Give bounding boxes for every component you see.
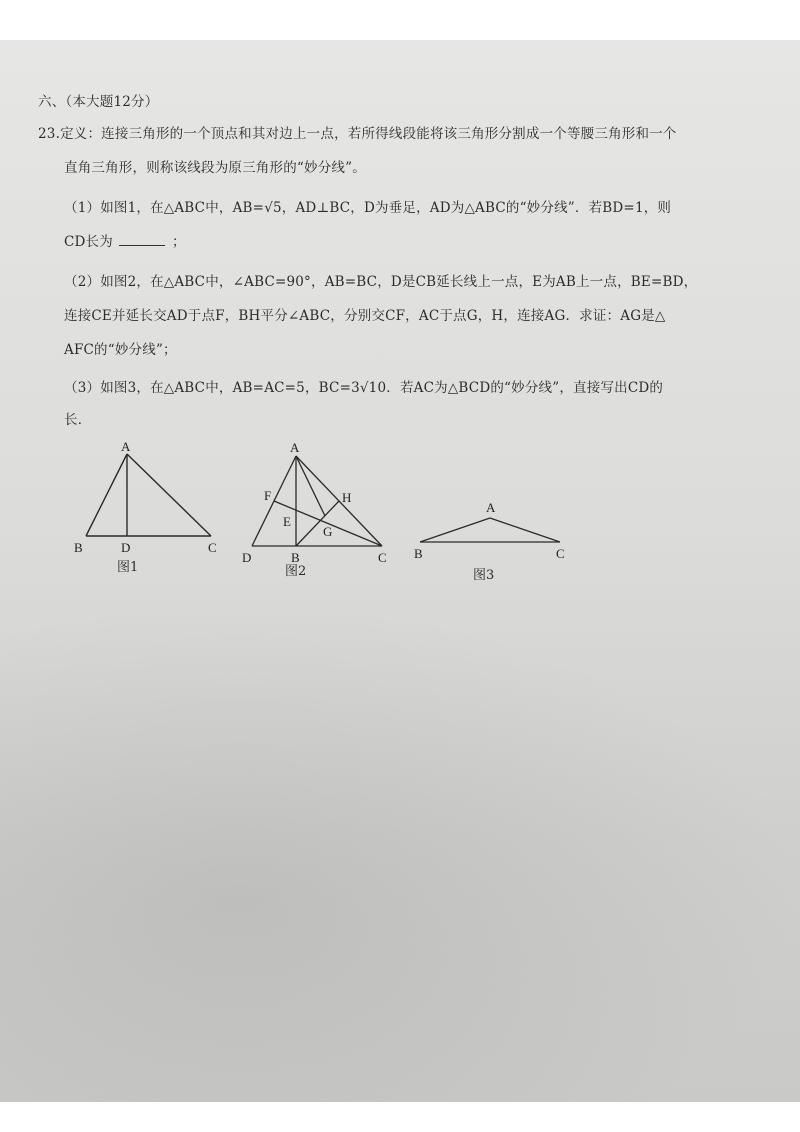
problem-intro-line-2: 直角三角形，则称该线段为原三角形的“妙分线”。 xyxy=(64,160,366,176)
figure-3 xyxy=(410,498,580,578)
fig3-label-b: B xyxy=(414,546,423,561)
part3-line-2: 长． xyxy=(64,412,92,428)
fig2-label-d: D xyxy=(242,550,252,565)
fig2-caption: 图2 xyxy=(285,564,307,579)
part1-cd-label: CD长为 xyxy=(64,234,113,250)
fig2-label-b: B xyxy=(291,550,300,565)
problem-intro-line-1: 23.定义：连接三角形的一个顶点和其对边上一点，若所得线段能将该三角形分割成一个等腰三角形和一个 xyxy=(38,126,677,142)
part3-line-1: （3）如图3，在△ABC中，AB=AC=5，BC=3√10．若AC为△BCD的“妙分线”，直接写出CD的 xyxy=(64,380,664,396)
fig2-label-h: H xyxy=(342,490,352,505)
page-shadow xyxy=(0,600,800,1102)
part1-semicolon: ； xyxy=(171,234,186,250)
fig2-label-e: E xyxy=(283,514,291,529)
fig2-label-a: A xyxy=(290,440,300,455)
fig2-label-g: G xyxy=(323,524,333,539)
fig1-label-b: B xyxy=(74,540,83,555)
part2-line-3: AFC的“妙分线”； xyxy=(64,342,177,358)
fig1-label-c: C xyxy=(208,540,217,555)
fig2-label-f: F xyxy=(264,488,272,503)
figure-2 xyxy=(240,442,400,572)
exam-page xyxy=(0,40,800,1102)
fig2-label-c: C xyxy=(378,550,387,565)
part2-line-1: （2）如图2，在△ABC中，∠ABC=90°，AB=BC，D是CB延长线上一点，E为AB上一点，BE=BD， xyxy=(64,274,698,290)
fig3-label-c: C xyxy=(556,546,565,561)
fig1-caption: 图1 xyxy=(117,560,139,575)
part1-line-1: （1）如图1，在△ABC中，AB=√5，AD⊥BC，D为垂足，AD为△ABC的“妙分线”．若BD=1，则 xyxy=(64,200,672,216)
fig1-label-a: A xyxy=(121,439,131,454)
part2-line-2: 连接CE并延长交AD于点F，BH平分∠ABC，分别交CF，AC于点G，H，连接AG．求证：AG是△ xyxy=(64,308,666,324)
fig3-label-a: A xyxy=(486,500,496,515)
answer-blank xyxy=(119,235,165,246)
part1-line-2 xyxy=(64,234,186,250)
fig1-label-d: D xyxy=(121,540,131,555)
fig3-caption: 图3 xyxy=(473,568,495,583)
section-title: 六、（本大题12分） xyxy=(38,94,159,110)
figure-1 xyxy=(70,439,230,572)
